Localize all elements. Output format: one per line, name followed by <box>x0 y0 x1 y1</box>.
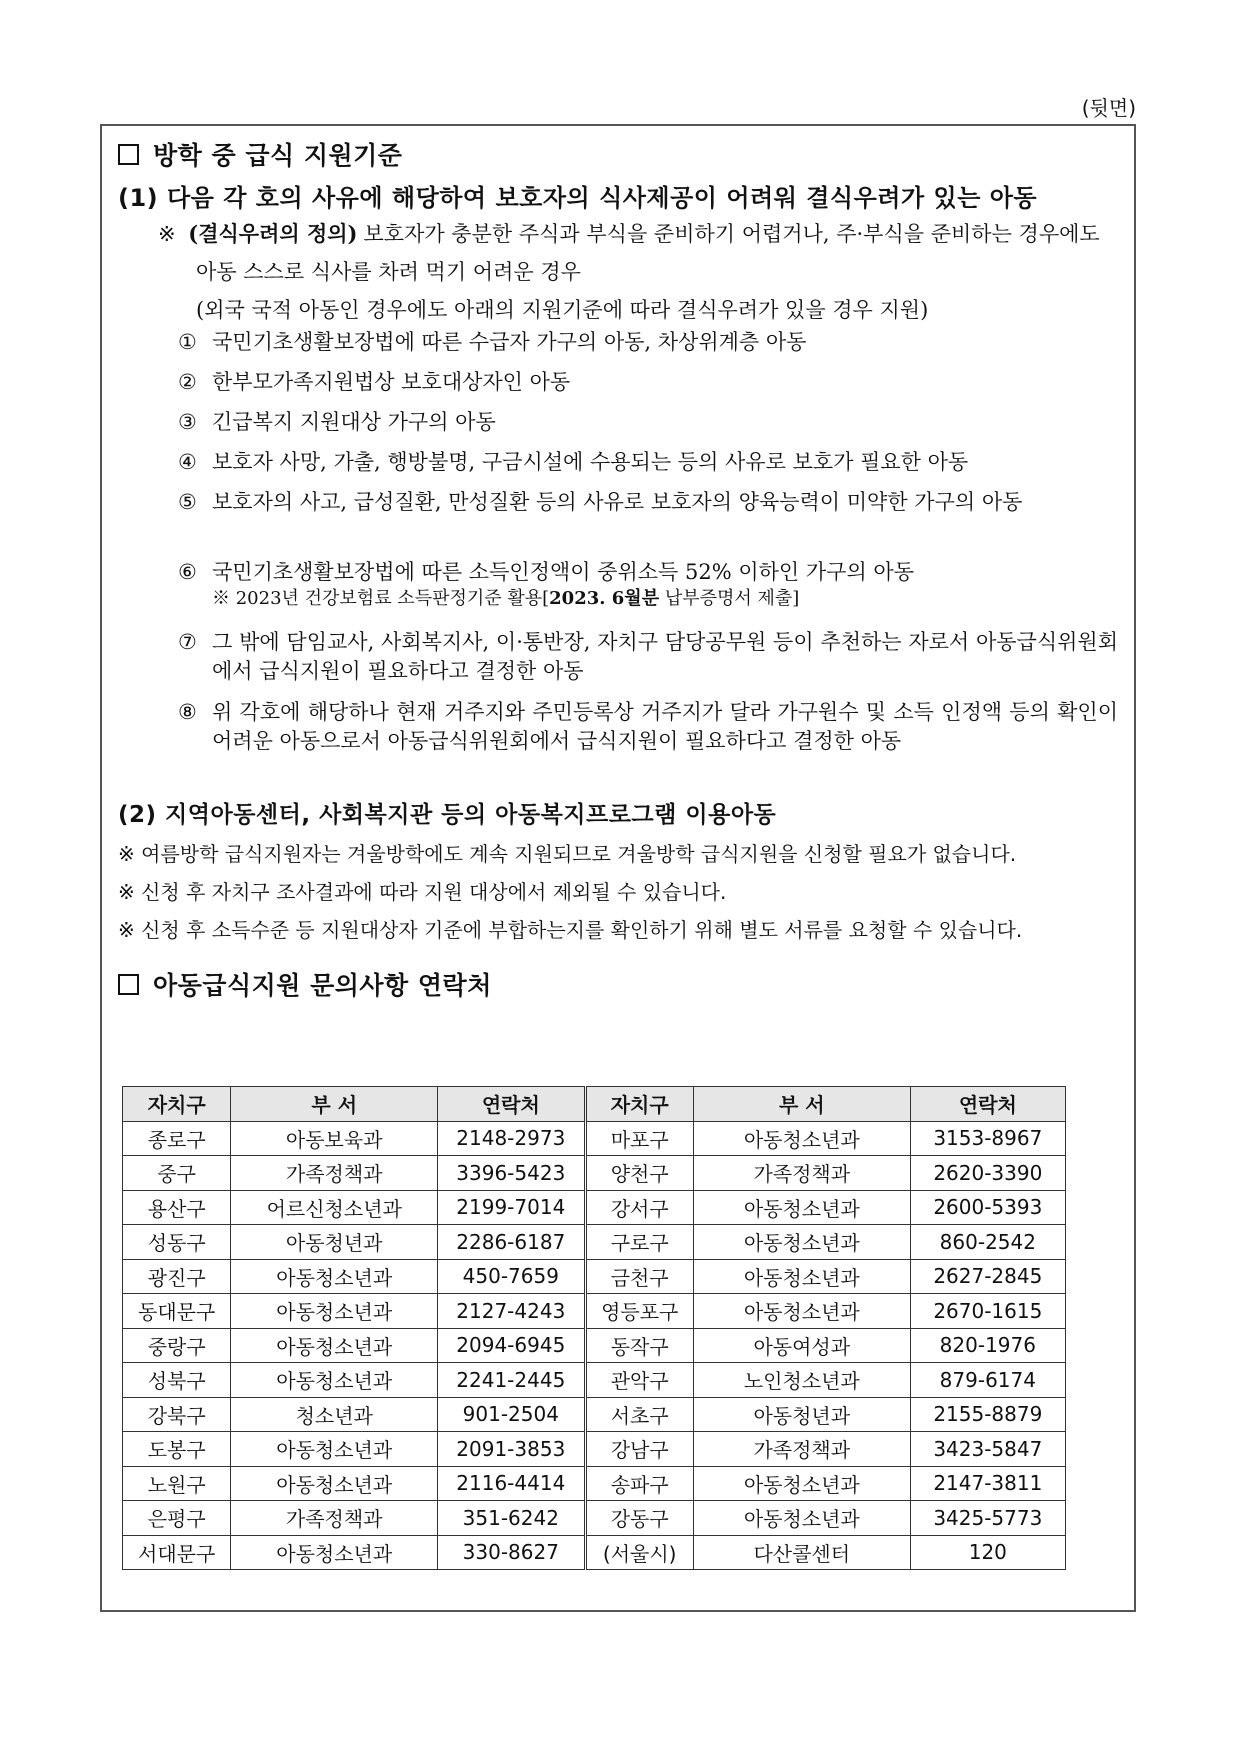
header-phone: 연락처 <box>438 1087 585 1122</box>
header-district: 자치구 <box>123 1087 231 1122</box>
criteria-item-3 <box>178 408 1118 437</box>
reference-mark: ※ <box>158 222 176 246</box>
cell-phone: 2627-2845 <box>910 1259 1065 1294</box>
item6-note <box>212 587 1118 611</box>
cell-phone: 3153-8967 <box>910 1121 1065 1156</box>
cell-department: 어르신청소년과 <box>231 1190 438 1225</box>
cell-district: 성북구 <box>123 1363 231 1398</box>
cell-department: 아동청소년과 <box>231 1294 438 1329</box>
cell-department: 가족정책과 <box>693 1432 910 1467</box>
table-row <box>123 1190 1066 1225</box>
cell-department: 아동청소년과 <box>231 1259 438 1294</box>
cell-department: 아동청소년과 <box>693 1501 910 1536</box>
cell-department: 아동여성과 <box>693 1328 910 1363</box>
checkbox-square-icon <box>118 144 139 165</box>
cell-district: 영등포구 <box>585 1294 693 1329</box>
contacts-table <box>122 1086 1066 1570</box>
definition-line-2: 아동 스스로 식사를 차려 먹기 어려운 경우 <box>196 260 581 284</box>
cell-district: 동대문구 <box>123 1294 231 1329</box>
cell-department: 아동보육과 <box>231 1121 438 1156</box>
section2-heading <box>118 966 492 1002</box>
cell-phone: 3425-5773 <box>910 1501 1065 1536</box>
cell-phone: 2199-7014 <box>438 1190 585 1225</box>
section1-heading-text: 방학 중 급식 지원기준 <box>153 141 403 170</box>
item-text: 긴급복지 지원대상 가구의 아동 <box>212 410 496 434</box>
cell-department: 아동청소년과 <box>693 1466 910 1501</box>
table-row <box>123 1328 1066 1363</box>
item-text: 위 각호에 해당하나 현재 거주지와 주민등록상 거주지가 달라 가구원수 및 소득 인정액 등의 확인이 어려운 아동으로서 아동급식위원회에서 급식지원이 필요하다고 결정한 아동 <box>212 700 1118 753</box>
table-row <box>123 1397 1066 1432</box>
cell-district: 용산구 <box>123 1190 231 1225</box>
criteria-item-7 <box>178 628 1118 686</box>
cell-department: 가족정책과 <box>231 1156 438 1191</box>
cell-district: 구로구 <box>585 1225 693 1260</box>
cell-department: 아동청년과 <box>693 1397 910 1432</box>
cell-district: 강북구 <box>123 1397 231 1432</box>
definition-line-1 <box>158 218 1100 248</box>
cell-phone: 3396-5423 <box>438 1156 585 1191</box>
definition-title: (결식우려의 정의) <box>188 221 358 246</box>
header-district: 자치구 <box>585 1087 693 1122</box>
cell-district: 마포구 <box>585 1121 693 1156</box>
cell-district: 종로구 <box>123 1121 231 1156</box>
cell-department: 가족정책과 <box>231 1501 438 1536</box>
cell-district: 강서구 <box>585 1190 693 1225</box>
cell-phone: 330-8627 <box>438 1535 585 1570</box>
note-item: ※ 신청 후 소득수준 등 지원대상자 기준에 부합하는지를 확인하기 위해 별도 서류를 요청할 수 있습니다. <box>118 918 1023 942</box>
cell-department: 아동청소년과 <box>231 1432 438 1467</box>
cell-phone: 860-2542 <box>910 1225 1065 1260</box>
cell-department: 아동청소년과 <box>693 1121 910 1156</box>
cell-district: 노원구 <box>123 1466 231 1501</box>
criteria-item-2 <box>178 368 1118 397</box>
cell-department: 아동청소년과 <box>231 1363 438 1398</box>
cell-phone: 2241-2445 <box>438 1363 585 1398</box>
criteria-item-4 <box>178 448 1118 477</box>
cell-department: 아동청소년과 <box>693 1225 910 1260</box>
cell-district: 중구 <box>123 1156 231 1191</box>
cell-district: 금천구 <box>585 1259 693 1294</box>
table-row <box>123 1466 1066 1501</box>
item-text: 보호자의 사고, 급성질환, 만성질환 등의 사유로 보호자의 양육능력이 미약한 가구의 아동 <box>212 490 1023 514</box>
cell-district: 서대문구 <box>123 1535 231 1570</box>
cell-phone: 820-1976 <box>910 1328 1065 1363</box>
cell-district: 성동구 <box>123 1225 231 1260</box>
definition-note: (외국 국적 아동인 경우에도 아래의 지원기준에 따라 결식우려가 있을 경우 지원) <box>196 298 929 322</box>
cell-phone: 2148-2973 <box>438 1121 585 1156</box>
item-text: 한부모가족지원법상 보호대상자인 아동 <box>212 370 571 394</box>
cell-phone: 2091-3853 <box>438 1432 585 1467</box>
cell-phone: 2620-3390 <box>910 1156 1065 1191</box>
cell-phone: 351-6242 <box>438 1501 585 1536</box>
header-department: 부 서 <box>231 1087 438 1122</box>
cell-district: 양천구 <box>585 1156 693 1191</box>
cell-district: 강동구 <box>585 1501 693 1536</box>
table-row <box>123 1156 1066 1191</box>
cell-phone: 450-7659 <box>438 1259 585 1294</box>
item6-note-prefix: ※ 2023년 건강보험료 소득판정기준 활용[ <box>212 588 550 609</box>
table-row <box>123 1363 1066 1398</box>
definition-text-1: 보호자가 충분한 주식과 부식을 준비하기 어렵거나, 주·부식을 준비하는 경우에도 <box>363 222 1100 246</box>
cell-district: (서울시) <box>585 1535 693 1570</box>
table-row <box>123 1432 1066 1467</box>
cell-phone: 2286-6187 <box>438 1225 585 1260</box>
cell-department: 아동청소년과 <box>231 1466 438 1501</box>
criteria-item-5 <box>178 488 1118 517</box>
table-row <box>123 1501 1066 1536</box>
item-number: ⑦ <box>178 630 197 654</box>
document-frame <box>100 124 1136 1612</box>
criteria-item-1 <box>178 328 1118 357</box>
checkbox-square-icon <box>118 974 139 995</box>
item-number: ④ <box>178 450 197 474</box>
cell-department: 노인청소년과 <box>693 1363 910 1398</box>
cell-phone: 2094-6945 <box>438 1328 585 1363</box>
cell-district: 도봉구 <box>123 1432 231 1467</box>
cell-department: 아동청소년과 <box>693 1259 910 1294</box>
cell-phone: 2116-4414 <box>438 1466 585 1501</box>
cell-district: 은평구 <box>123 1501 231 1536</box>
cell-district: 동작구 <box>585 1328 693 1363</box>
header-phone: 연락처 <box>910 1087 1065 1122</box>
cell-district: 송파구 <box>585 1466 693 1501</box>
item-text: 국민기초생활보장법에 따른 수급자 가구의 아동, 차상위계층 아동 <box>212 330 807 354</box>
cell-district: 중랑구 <box>123 1328 231 1363</box>
cell-phone: 2670-1615 <box>910 1294 1065 1329</box>
item-number: ② <box>178 370 197 394</box>
section2-heading-text: 아동급식지원 문의사항 연락처 <box>153 971 492 1000</box>
cell-district: 서초구 <box>585 1397 693 1432</box>
cell-phone: 120 <box>910 1535 1065 1570</box>
cell-department: 다산콜센터 <box>693 1535 910 1570</box>
cell-district: 광진구 <box>123 1259 231 1294</box>
cell-department: 아동청소년과 <box>231 1328 438 1363</box>
item6-note-suffix: 납부증명서 제출] <box>659 588 800 609</box>
item-number: ⑤ <box>178 490 197 514</box>
cell-department: 아동청년과 <box>231 1225 438 1260</box>
cell-department: 아동청소년과 <box>231 1535 438 1570</box>
table-header-row <box>123 1087 1066 1122</box>
cell-department: 아동청소년과 <box>693 1294 910 1329</box>
item-text: 보호자 사망, 가출, 행방불명, 구금시설에 수용되는 등의 사유로 보호가 필요한 아동 <box>212 450 969 474</box>
item-number: ⑧ <box>178 700 197 724</box>
cell-phone: 2600-5393 <box>910 1190 1065 1225</box>
item-text: 그 밖에 담임교사, 사회복지사, 이·통반장, 자치구 담당공무원 등이 추천하는 자로서 아동급식위원회에서 급식지원이 필요하다고 결정한 아동 <box>212 630 1118 683</box>
cell-phone: 879-6174 <box>910 1363 1065 1398</box>
note-item: ※ 신청 후 자치구 조사결과에 따라 지원 대상에서 제외될 수 있습니다. <box>118 880 727 904</box>
cell-department: 가족정책과 <box>693 1156 910 1191</box>
cell-phone: 901-2504 <box>438 1397 585 1432</box>
cell-department: 청소년과 <box>231 1397 438 1432</box>
cell-district: 관악구 <box>585 1363 693 1398</box>
item-number: ① <box>178 330 197 354</box>
page-side-label: (뒷면) <box>1081 96 1136 120</box>
header-department: 부 서 <box>693 1087 910 1122</box>
table-row <box>123 1225 1066 1260</box>
table-row <box>123 1535 1066 1570</box>
item-text: 국민기초생활보장법에 따른 소득인정액이 중위소득 52% 이하인 가구의 아동 <box>212 560 914 584</box>
sub1-heading: (1) 다음 각 호의 사유에 해당하여 보호자의 식사제공이 어려워 결식우려가 있는 아동 <box>118 184 1038 212</box>
item-number: ⑥ <box>178 560 197 584</box>
table-row <box>123 1259 1066 1294</box>
cell-phone: 2127-4243 <box>438 1294 585 1329</box>
item6-note-bold: 2023. 6월분 <box>549 588 660 609</box>
cell-phone: 2155-8879 <box>910 1397 1065 1432</box>
cell-department: 아동청소년과 <box>693 1190 910 1225</box>
item-number: ③ <box>178 410 197 434</box>
cell-district: 강남구 <box>585 1432 693 1467</box>
criteria-item-6 <box>178 558 1118 611</box>
criteria-item-8 <box>178 698 1118 756</box>
cell-phone: 3423-5847 <box>910 1432 1065 1467</box>
section1-heading <box>118 136 402 172</box>
table-row <box>123 1294 1066 1329</box>
note-item: ※ 여름방학 급식지원자는 겨울방학에도 계속 지원되므로 겨울방학 급식지원을 신청할 필요가 없습니다. <box>118 842 1017 866</box>
table-row <box>123 1121 1066 1156</box>
sub2-heading: (2) 지역아동센터, 사회복지관 등의 아동복지프로그램 이용아동 <box>118 802 777 828</box>
cell-phone: 2147-3811 <box>910 1466 1065 1501</box>
